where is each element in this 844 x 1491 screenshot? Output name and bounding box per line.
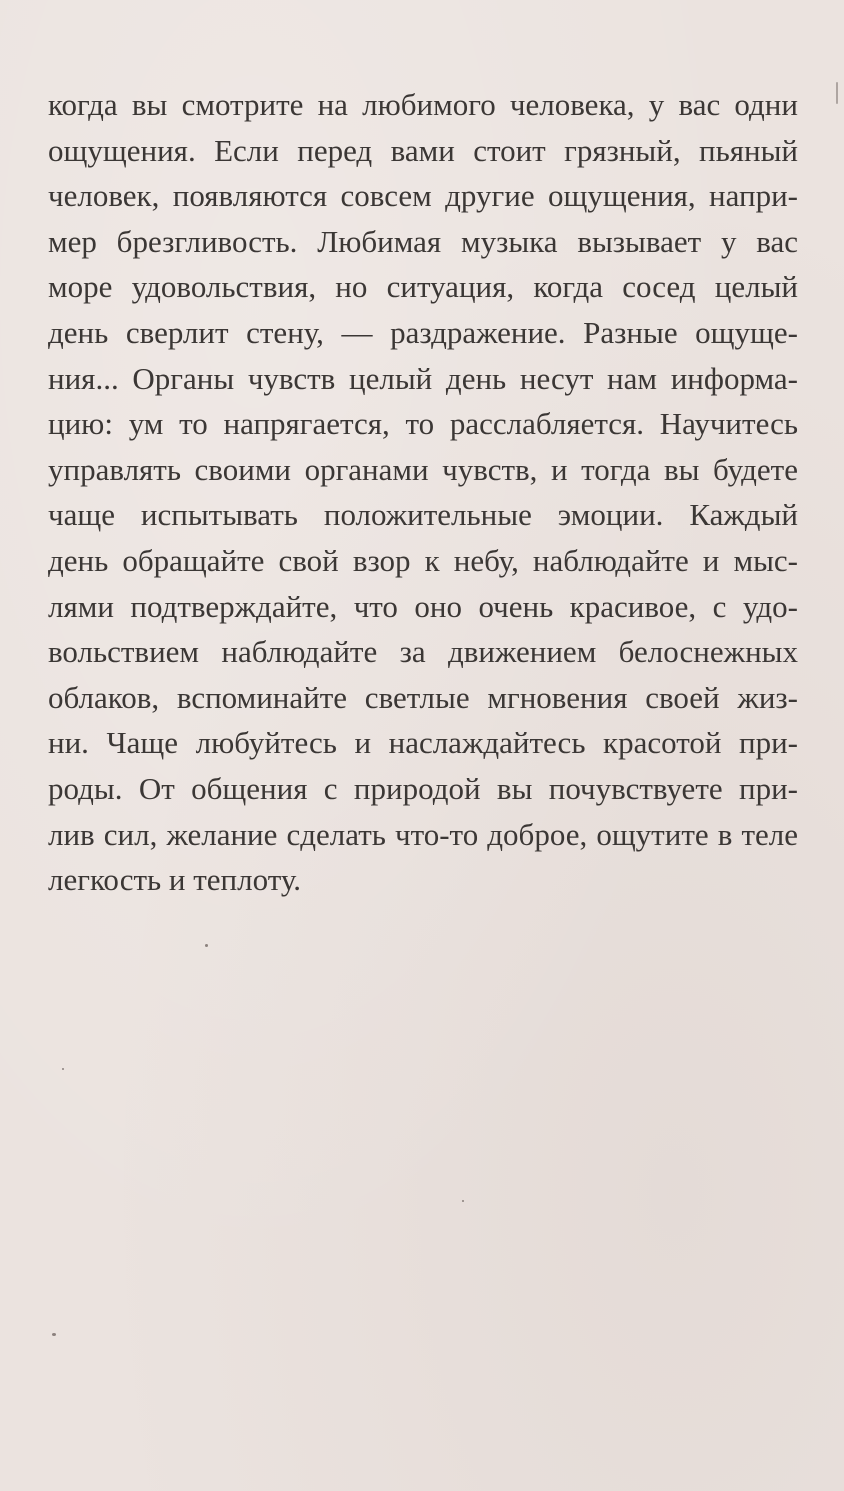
text-line: роды. От общения с природой вы почувствуете при- xyxy=(48,770,798,806)
text-line: ни. Чаще любуйтесь и наслаждайтесь красотой при- xyxy=(48,725,798,761)
text-line: ния... Органы чувств целый день несут нам информа- xyxy=(48,360,798,396)
text-line: когда вы смотрите на любимого человека, у вас одни xyxy=(48,87,798,122)
text-line: лив сил, желание сделать что-то доброе, ощутите в теле xyxy=(48,816,798,852)
text-line: море удовольствия, но ситуация, когда сосед целый xyxy=(48,269,798,305)
text-line: цию: ум то напрягается, то расслабляется. Научитесь xyxy=(48,406,798,442)
text-line: день обращайте свой взор к небу, наблюдайте и мыс- xyxy=(48,542,798,578)
paper-speck xyxy=(836,82,838,104)
text-line: вольствием наблюдайте за движением белоснежных xyxy=(48,634,798,670)
text-line: управлять своими органами чувств, и тогда вы будете xyxy=(48,451,798,487)
text-line: мер брезгливость. Любимая музыка вызывает у вас xyxy=(48,223,798,259)
text-line: ощущения. Если перед вами стоит грязный, пьяный xyxy=(48,132,798,168)
text-line-last: легкость и теплоту. xyxy=(48,862,301,898)
paper-speck xyxy=(462,1200,464,1202)
text-line: лями подтверждайте, что оно очень красивое, с удо- xyxy=(48,588,798,624)
text-line: человек, появляются совсем другие ощущения, напри- xyxy=(48,178,798,214)
paper-speck xyxy=(52,1333,56,1336)
paper-speck xyxy=(205,944,208,947)
text-line: чаще испытывать положительные эмоции. Каждый xyxy=(48,497,798,533)
text-line: день сверлит стену, — раздражение. Разные ощуще- xyxy=(48,314,798,350)
paper-speck xyxy=(62,1068,64,1070)
body-text xyxy=(48,82,798,903)
text-line: облаков, вспоминайте светлые мгновения своей жиз- xyxy=(48,679,798,715)
